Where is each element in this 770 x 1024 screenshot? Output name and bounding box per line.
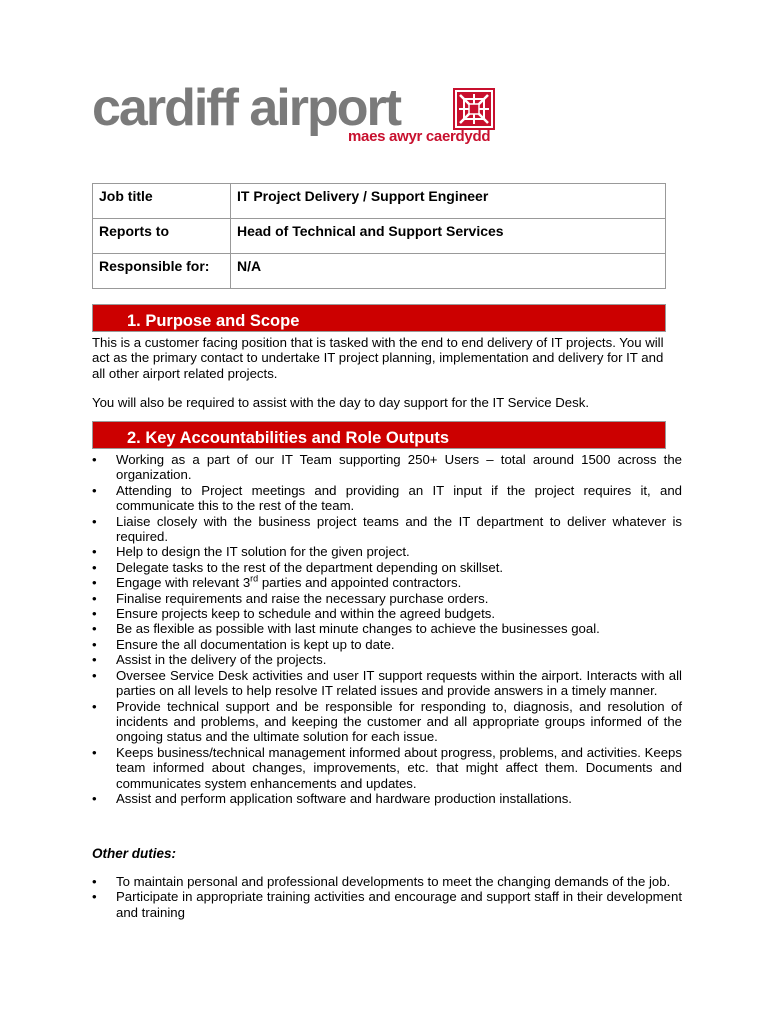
- bullet-icon: •: [92, 590, 97, 606]
- accountabilities-list: [92, 452, 682, 806]
- table-row: [93, 184, 666, 219]
- logo-subtitle: maes awyr caerdydd: [348, 128, 491, 145]
- service-desk-paragraph: You will also be required to assist with the day to day support for the IT Service Desk.: [92, 395, 589, 410]
- list-item: • Liaise closely with the business project teams and the IT department to deliver whatever is required.: [92, 513, 682, 545]
- bullet-icon: •: [92, 652, 97, 668]
- bullet-icon: •: [92, 698, 97, 714]
- list-item: • Oversee Service Desk activities and user IT support requests within the airport. Interacts with all parties on all levels to help resolve IT related issues and provide answers in a timely manner.: [92, 667, 682, 699]
- cardiff-airport-logo: [92, 80, 502, 150]
- list-item: • Assist in the delivery of the projects.: [92, 652, 327, 668]
- list-item: • Engage with relevant 3rd parties and appointed contractors.: [92, 573, 462, 591]
- bullet-icon: •: [92, 874, 97, 889]
- list-item: • Keeps business/technical management informed about progress, problems, and activities. Keeps team informed about changes, improvements, etc. that might affect them. Documents and communicates system enhancements and updates.: [92, 744, 682, 791]
- logo-wordmark: cardiff airport: [92, 79, 401, 137]
- purpose-paragraph: This is a customer facing position that is tasked with the end to end delivery of IT projects. You will act as the primary contact to undertake IT project planning, implementation and delivery for IT and all other airport related projects.: [92, 335, 664, 381]
- responsible-for-label: Responsible for:: [93, 254, 231, 289]
- job-title-label: Job title: [93, 184, 231, 219]
- bullet-icon: •: [92, 636, 97, 652]
- list-item: • Assist and perform application software and hardware production installations.: [92, 790, 572, 806]
- bullet-icon: •: [92, 482, 97, 498]
- celtic-knot-logo-icon: [453, 88, 495, 130]
- bullet-icon: •: [92, 744, 97, 760]
- bullet-icon: •: [92, 606, 97, 622]
- bullet-icon: •: [92, 544, 97, 560]
- list-item: • Working as a part of our IT Team supporting 250+ Users – total around 1500 across the organization.: [92, 452, 682, 483]
- bullet-icon: •: [92, 790, 97, 806]
- bullet-icon: •: [92, 575, 97, 591]
- list-item: • Finalise requirements and raise the necessary purchase orders.: [92, 590, 489, 606]
- table-row: [93, 254, 666, 289]
- bullet-icon: •: [92, 559, 97, 575]
- list-item: • Delegate tasks to the rest of the department depending on skillset.: [92, 559, 504, 575]
- list-item: • Ensure the all documentation is kept up to date.: [92, 636, 395, 652]
- section-heading-purpose-scope: 1. Purpose and Scope: [92, 304, 666, 332]
- responsible-for-value: N/A: [231, 254, 666, 289]
- bullet-icon: •: [92, 452, 97, 467]
- list-item: • Be as flexible as possible with last minute changes to achieve the businesses goal.: [92, 621, 600, 637]
- list-item: • Ensure projects keep to schedule and within the agreed budgets.: [92, 606, 496, 622]
- reports-to-value: Head of Technical and Support Services: [231, 219, 666, 254]
- list-item: • To maintain personal and professional developments to meet the changing demands of the job.: [92, 874, 671, 889]
- other-duties-list: [92, 874, 682, 920]
- reports-to-label: Reports to: [93, 219, 231, 254]
- job-title-value: IT Project Delivery / Support Engineer: [231, 184, 666, 219]
- job-info-table: [92, 183, 666, 289]
- bullet-icon: •: [92, 513, 97, 529]
- list-item: • Participate in appropriate training activities and encourage and support staff in their development and training: [92, 889, 682, 920]
- list-item: • Attending to Project meetings and providing an IT input if the project requires it, and communicate this to the rest of the team.: [92, 482, 682, 514]
- list-item: • Help to design the IT solution for the given project.: [92, 544, 410, 560]
- table-row: [93, 219, 666, 254]
- list-item: • Provide technical support and be responsible for responding to, diagnosis, and resolution of incidents and problems, and keeping the customer and all appropriate groups informed of the ongoing status and the ultimate solution for each issue.: [92, 698, 682, 745]
- bullet-icon: •: [92, 667, 97, 683]
- bullet-icon: •: [92, 621, 97, 637]
- bullet-icon: •: [92, 889, 97, 905]
- section-heading-key-accountabilities: 2. Key Accountabilities and Role Outputs: [92, 421, 666, 449]
- other-duties-heading: Other duties:: [92, 846, 177, 861]
